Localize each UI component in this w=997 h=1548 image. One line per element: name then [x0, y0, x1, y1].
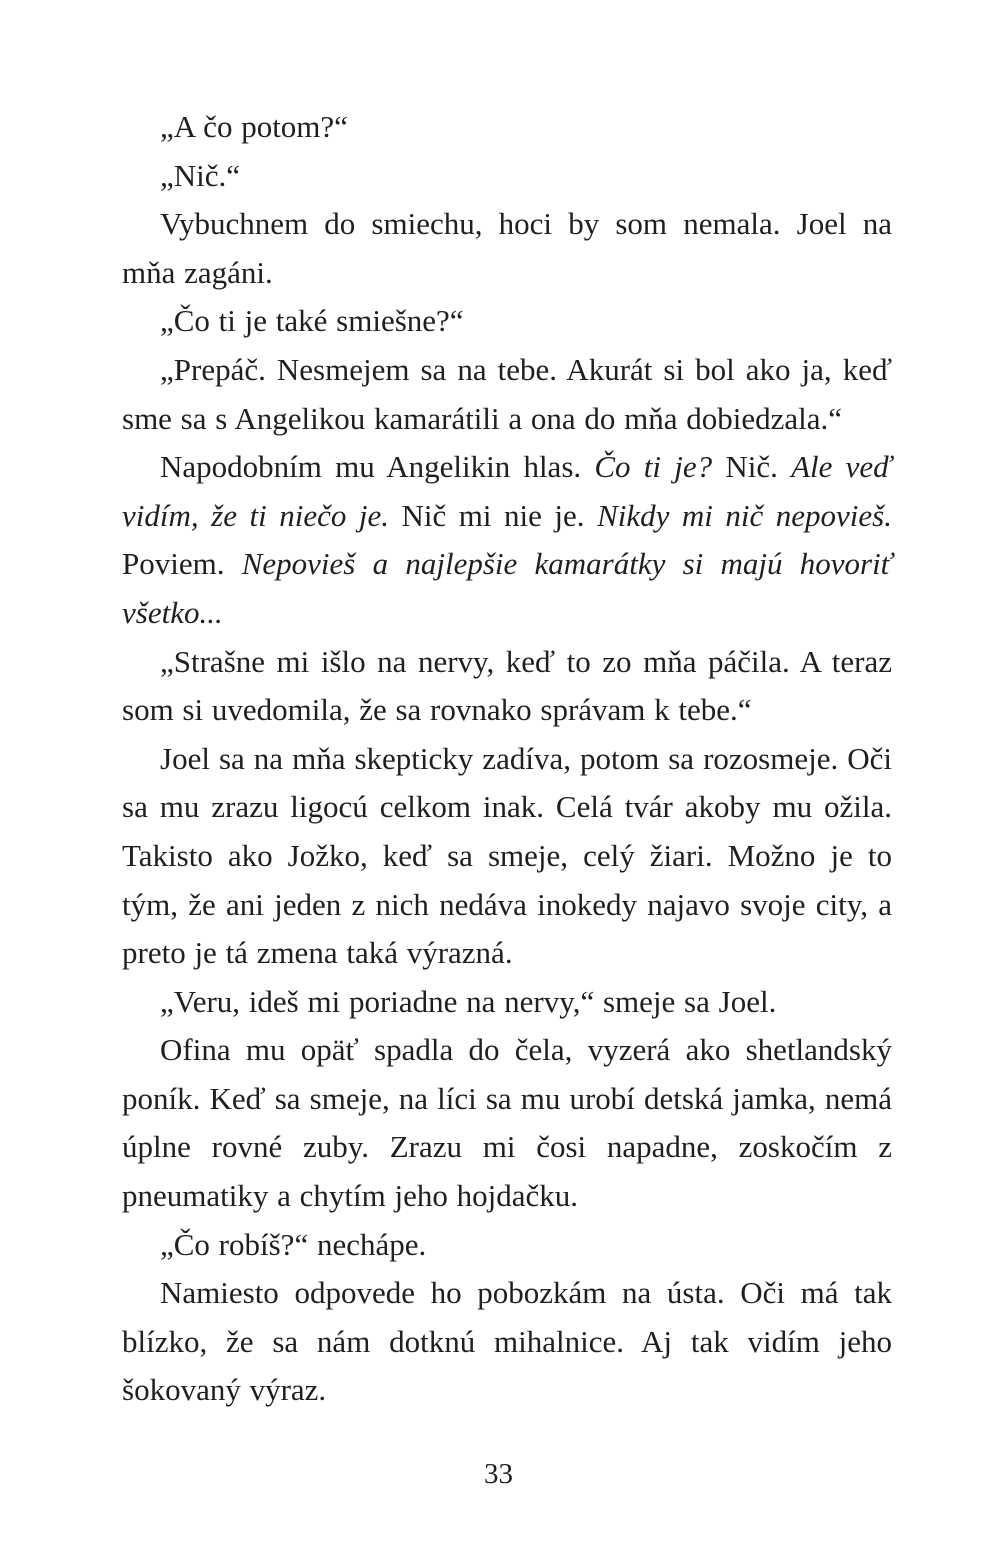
italic-text: Ale veď vidím, že ti niečo je. — [122, 449, 892, 533]
paragraph — [122, 1269, 892, 1415]
paragraph — [122, 638, 892, 735]
text-run: Poviem. — [122, 546, 242, 582]
text-run: „Strašne mi išlo na nervy, keď to zo mňa páčila. A teraz som si uvedomila, že sa rovnako správam k tebe.“ — [122, 643, 892, 728]
text-run: „Veru, ideš mi poriadne na nervy,“ smeje sa Joel. — [160, 983, 777, 1019]
text-run: „Nič.“ — [160, 157, 241, 193]
page-body — [122, 103, 892, 1415]
text-run: Vybuchnem do smiechu, hoci by som nemala. Joel na mňa zagáni. — [122, 206, 892, 290]
text-run: Joel sa na mňa skepticky zadíva, potom sa rozosmeje. Oči sa mu zrazu ligocú celkom inak. Celá tvár akoby mu ožila. Takisto ako Jožko, keď sa smeje, celý žiari. Možno je to tým, že ani jeden z nich nedáva inokedy najavo svoje city, a preto je tá zmena taká výrazná. — [122, 740, 892, 971]
text-run: „Čo ti je také smiešne?“ — [160, 303, 464, 339]
paragraph — [122, 297, 892, 346]
text-run: Namiesto odpovede ho pobozkám na ústa. Oči má tak blízko, že sa nám dotknú mihalnice. Aj tak vidím jeho šokovaný výraz. — [122, 1275, 892, 1408]
italic-text: Čo ti je? — [594, 449, 713, 485]
text-run: „A čo potom?“ — [160, 109, 348, 144]
paragraph — [122, 200, 892, 297]
italic-text: Nepovieš a najlepšie kamarátky si majú hovoriť všetko... — [122, 546, 892, 630]
text-run: Nič. — [712, 449, 792, 485]
italic-text: Nikdy mi nič nepovieš. — [597, 497, 892, 533]
text-run: Nič mi nie je. — [389, 497, 598, 533]
paragraph — [122, 978, 892, 1027]
paragraph — [122, 346, 892, 443]
paragraph — [122, 1026, 892, 1220]
paragraph — [122, 735, 892, 978]
text-run: „Čo robíš?“ nechápe. — [160, 1226, 427, 1262]
text-run: Napodobním mu Angelikin hlas. — [160, 449, 595, 485]
paragraph — [122, 152, 892, 201]
paragraph — [122, 1221, 892, 1270]
paragraph — [122, 103, 892, 152]
text-run: „Prepáč. Nesmejem sa na tebe. Akurát si bol ako ja, keď sme sa s Angelikou kamarátili a ona do mňa dobiedzala.“ — [122, 351, 892, 436]
paragraph — [122, 443, 892, 637]
text-run: Ofina mu opäť spadla do čela, vyzerá ako shetlandský poník. Keď sa smeje, na líci sa mu urobí detská jamka, nemá úplne rovné zuby. Zrazu mi čosi napadne, zoskočím z pneumatiky a chytím jeho hojdačku. — [122, 1032, 892, 1214]
page-number: 33 — [484, 1458, 513, 1490]
